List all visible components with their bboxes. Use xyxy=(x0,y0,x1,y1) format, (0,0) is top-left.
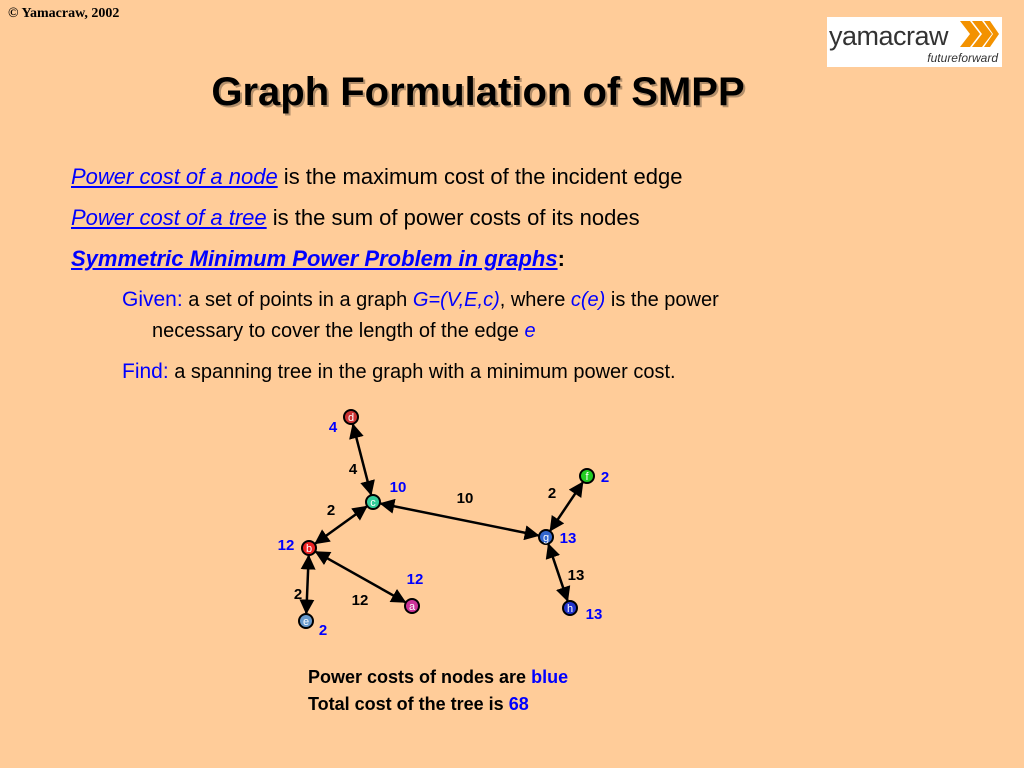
node-label-a: a xyxy=(408,601,416,613)
edge-cost-b-a: 12 xyxy=(351,592,369,609)
edge-g-h xyxy=(549,545,568,601)
node-power-h: 13 xyxy=(585,606,603,623)
edge-cost-b-e: 2 xyxy=(293,586,303,603)
edge-cost-g-h: 13 xyxy=(567,567,585,584)
node-power-a: 12 xyxy=(406,571,424,588)
given-e: e xyxy=(524,320,536,342)
given-text-4: necessary to cover the length of the edge xyxy=(152,320,525,342)
node-label-e: e xyxy=(302,616,310,628)
caption-text-1: Power costs of nodes are xyxy=(308,667,532,687)
node-power-d: 4 xyxy=(328,419,338,436)
node-label-d: d xyxy=(347,412,355,424)
find-text: a spanning tree in the graph with a minimum power cost. xyxy=(168,361,676,383)
logo-word: yamacraw xyxy=(829,21,949,51)
node-label-h: h xyxy=(566,603,574,615)
term-smpp: Symmetric Minimum Power Problem in graphs xyxy=(71,246,558,271)
node-label-f: f xyxy=(585,471,589,483)
edge-d-c xyxy=(353,425,371,495)
copyright-notice: © Yamacraw, 2002 xyxy=(8,6,120,21)
caption-total: 68 xyxy=(508,694,529,714)
edge-cost-f-g: 2 xyxy=(547,485,557,502)
logo-tagline: futureforward xyxy=(927,51,998,65)
edge-cost-d-c: 4 xyxy=(348,461,358,478)
node-power-g: 13 xyxy=(559,530,577,547)
node-power-f: 2 xyxy=(600,469,610,486)
find-label: Find: xyxy=(122,360,169,383)
node-power-e: 2 xyxy=(318,622,328,639)
caption xyxy=(308,664,568,718)
node-label-b: b xyxy=(305,543,313,555)
given-text-1: a set of points in a graph xyxy=(182,289,413,311)
given-text-2: , where xyxy=(499,289,571,311)
bullet-tree-cost-text: is the sum of power costs of its nodes xyxy=(266,205,640,230)
term-node-cost: Power cost of a node xyxy=(71,164,278,189)
node-power-c: 10 xyxy=(389,479,407,496)
edge-c-b xyxy=(315,507,366,544)
node-power-b: 12 xyxy=(277,537,295,554)
slide-title: Graph Formulation of SMPP xyxy=(211,70,745,114)
node-label-c: c xyxy=(370,497,376,509)
bullet-node-cost-text: is the maximum cost of the incident edge xyxy=(277,164,683,189)
edge-cost-c-b: 2 xyxy=(326,502,336,519)
given-ce: c(e) xyxy=(570,289,606,311)
caption-line-1 xyxy=(308,664,568,691)
given-text-3: is the power xyxy=(605,289,719,311)
caption-blue-word: blue xyxy=(531,667,569,687)
node-label-g: g xyxy=(542,532,550,544)
edge-b-e xyxy=(306,556,308,613)
edge-c-g xyxy=(381,504,538,536)
caption-text-2: Total cost of the tree is xyxy=(308,694,509,714)
edge-cost-c-g: 10 xyxy=(456,490,474,507)
term-tree-cost: Power cost of a tree xyxy=(71,205,267,230)
bullet-smpp-colon: : xyxy=(557,246,565,271)
caption-line-2 xyxy=(308,691,568,718)
given-graph: G=(V,E,c) xyxy=(412,289,500,311)
given-label: Given: xyxy=(122,288,183,311)
